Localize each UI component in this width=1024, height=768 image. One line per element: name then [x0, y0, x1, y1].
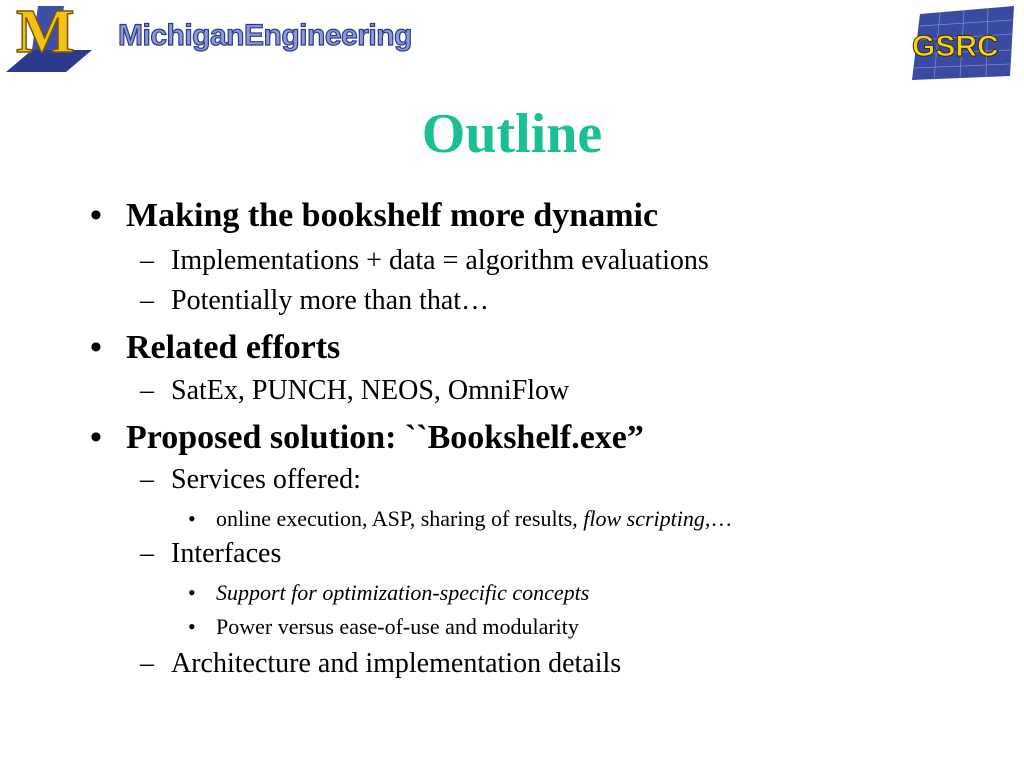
outline-item-level-3 — [188, 505, 732, 533]
dash-marker: – — [140, 285, 154, 316]
outline-item-text: Interfaces — [171, 538, 282, 569]
outline-item-level-2 — [140, 374, 569, 408]
dash-marker: – — [140, 245, 154, 276]
outline-item-text: Related efforts — [126, 329, 341, 366]
slide-title: Outline — [421, 103, 603, 165]
outline-item-level-3 — [188, 579, 589, 607]
outline-item-level-1 — [90, 328, 340, 368]
outline-item-text: online execution, ASP, sharing of results, flow scripting,… — [216, 506, 733, 531]
svg-text:M: M — [16, 2, 75, 66]
outline-item-text: Power versus ease-of-use and modularity — [216, 614, 579, 639]
outline-item-level-2 — [140, 647, 621, 681]
outline-item-text: SatEx, PUNCH, NEOS, OmniFlow — [171, 375, 570, 406]
outline-item-text: Proposed solution: ``Bookshelf.exe” — [126, 419, 644, 456]
outline-item-level-1 — [90, 418, 644, 458]
outline-item-text: Making the bookshelf more dynamic — [126, 197, 659, 234]
outline-item-text: Support for optimization-specific concepts — [216, 580, 590, 605]
bullet-marker: • — [90, 329, 102, 366]
outline-item-level-2 — [140, 244, 709, 278]
bullet-marker: • — [90, 419, 102, 456]
outline-item-level-1 — [90, 196, 658, 236]
outline-item-level-2 — [140, 537, 281, 571]
dash-marker: – — [140, 464, 154, 495]
bullet-marker: • — [188, 614, 196, 639]
dash-marker: – — [140, 648, 154, 679]
outline-item-level-3 — [188, 613, 579, 641]
outline-item-text: Services offered: — [171, 464, 361, 495]
outline-item-level-2 — [140, 284, 489, 318]
michigan-engineering-wordmark: MichiganEngineering — [118, 19, 412, 52]
dash-marker: – — [140, 538, 154, 569]
outline-item-text: Architecture and implementation details — [171, 648, 622, 679]
outline-item-level-2 — [140, 463, 361, 497]
outline-item-text: Implementations + data = algorithm evaluations — [171, 245, 709, 276]
dash-marker: – — [140, 375, 154, 406]
outline-item-text: Potentially more than that… — [171, 285, 490, 316]
gsrc-logo-text: GSRC — [912, 30, 999, 63]
bullet-marker: • — [188, 580, 196, 605]
bullet-marker: • — [90, 197, 102, 234]
bullet-marker: • — [188, 506, 196, 531]
